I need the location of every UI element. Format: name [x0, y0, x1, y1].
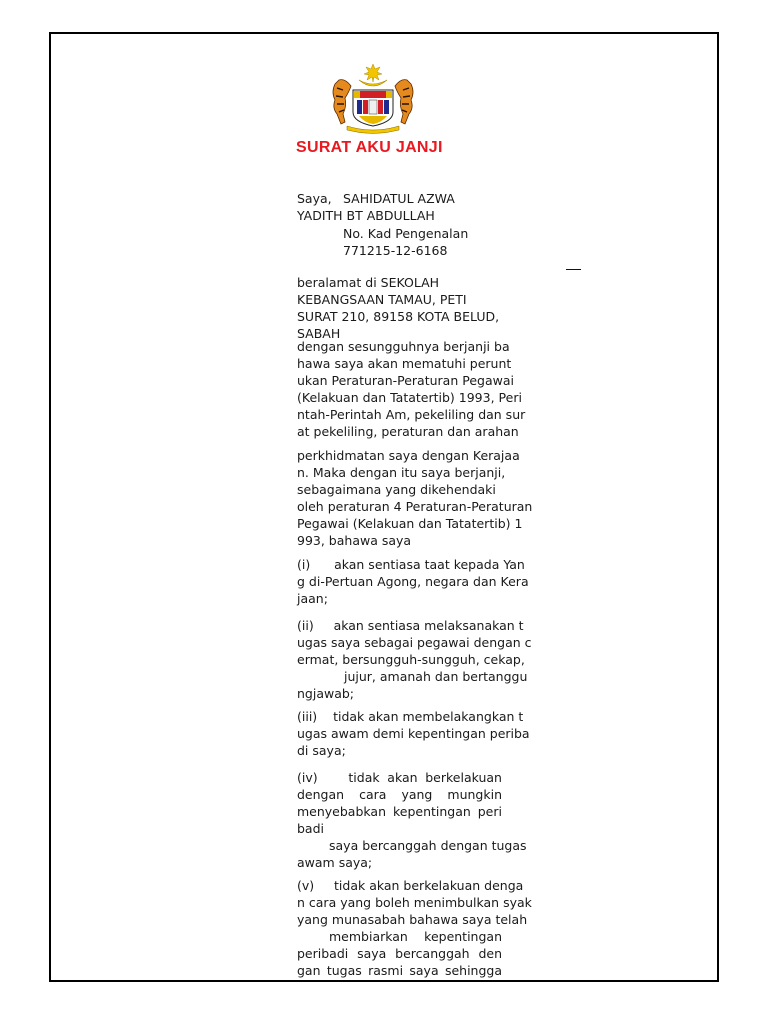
- clause-line: (iv) tidak akan berkelakuan: [297, 770, 502, 785]
- clause-line: dengan cara yang mungkin: [297, 787, 502, 802]
- clause-ii: [297, 617, 532, 702]
- paragraph-line: ukan Peraturan-Peraturan Pegawai: [297, 373, 514, 388]
- paragraph-1: [297, 338, 526, 440]
- clause-line: ngjawab;: [297, 686, 355, 701]
- paragraph-line: hawa saya akan mematuhi perunt: [297, 356, 512, 371]
- clause-line: (iii) tidak akan membelakangkan t: [297, 709, 524, 724]
- dash-mark: [566, 269, 581, 270]
- clause-line: gan tugas rasmi saya sehingga: [297, 963, 502, 978]
- clause-iv: [297, 769, 527, 871]
- saya-label: Saya,: [297, 191, 332, 206]
- clause-line: yang munasabah bahawa saya telah: [297, 912, 528, 927]
- paragraph-line: n. Maka dengan itu saya berjanji,: [297, 465, 506, 480]
- clause-line: ugas saya sebagai pegawai dengan c: [297, 635, 532, 650]
- address-line: beralamat di SEKOLAH: [297, 275, 440, 290]
- paragraph-line: ntah-Perintah Am, pekeliling dan sur: [297, 407, 526, 422]
- clause-line: (ii) akan sentiasa melaksanakan t: [297, 618, 524, 633]
- paragraph-line: 993, bahawa saya: [297, 533, 412, 548]
- clause-line: ugas awam demi kepentingan periba: [297, 726, 530, 741]
- clause-line: menyebabkan kepentingan peri: [297, 804, 502, 819]
- paragraph-line: (Kelakuan dan Tatatertib) 1993, Peri: [297, 390, 522, 405]
- address-line: KEBANGSAAN TAMAU, PETI: [297, 292, 467, 307]
- clause-line: n cara yang boleh menimbulkan syak: [297, 895, 532, 910]
- ic-number: 771215-12-6168: [343, 243, 448, 258]
- name-line-1: SAHIDATUL AZWA: [343, 191, 455, 206]
- address-block: [297, 274, 502, 342]
- clause-line: di saya;: [297, 743, 346, 758]
- address-line: SABAH: [297, 326, 341, 341]
- paragraph-2: [297, 447, 533, 549]
- paragraph-line: Pegawai (Kelakuan dan Tatatertib) 1: [297, 516, 523, 531]
- clause-line: g di-Pertuan Agong, negara dan Kera: [297, 574, 529, 589]
- clause-line: jaan;: [297, 591, 328, 606]
- clause-i: [297, 556, 529, 607]
- name-line-2: YADITH BT ABDULLAH: [297, 208, 435, 223]
- paragraph-line: sebagaimana yang dikehendaki: [297, 482, 496, 497]
- coat-of-arms-emblem: [329, 62, 417, 134]
- paragraph-line: at pekeliling, peraturan dan arahan: [297, 424, 519, 439]
- clause-line: awam saya;: [297, 855, 373, 870]
- paragraph-line: dengan sesungguhnya berjanji ba: [297, 339, 510, 354]
- paragraph-line: perkhidmatan saya dengan Kerajaa: [297, 448, 520, 463]
- clause-v: [297, 877, 532, 979]
- clause-iii: [297, 708, 530, 759]
- address-line: SURAT 210, 89158 KOTA BELUD,: [297, 309, 500, 324]
- paragraph-line: oleh peraturan 4 Peraturan-Peraturan: [297, 499, 533, 514]
- clause-line: peribadi saya bercanggah den: [297, 946, 502, 961]
- clause-line: membiarkan kepentingan: [329, 929, 502, 944]
- clause-line: badi: [297, 821, 325, 836]
- clause-line: jujur, amanah dan bertanggu: [344, 669, 528, 684]
- clause-line: (i) akan sentiasa taat kepada Yan: [297, 557, 525, 572]
- clause-line: saya bercanggah dengan tugas: [329, 838, 527, 853]
- clause-line: ermat, bersungguh-sungguh, cekap,: [297, 652, 525, 667]
- document-title: SURAT AKU JANJI: [296, 139, 443, 156]
- clause-line: (v) tidak akan berkelakuan denga: [297, 878, 524, 893]
- ic-label: No. Kad Pengenalan: [343, 226, 469, 241]
